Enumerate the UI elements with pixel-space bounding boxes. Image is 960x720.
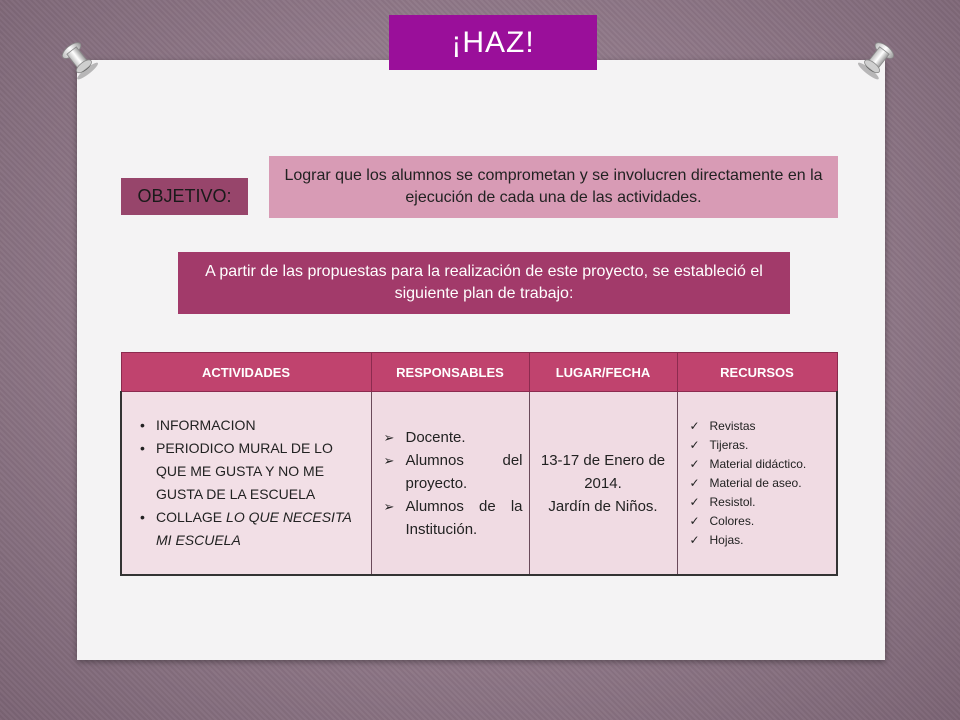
objective-label: OBJETIVO: [121, 178, 248, 215]
header-responsables: RESPONSABLES [371, 353, 529, 392]
list-item: • COLLAGE LO QUE NECESITA MI ESCUELA [142, 506, 365, 552]
header-lugar-fecha: LUGAR/FECHA [529, 353, 677, 392]
header-recursos: RECURSOS [677, 353, 837, 392]
list-item: ➢ Alumnos de la Institución. [382, 495, 523, 541]
check-mark-icon: ✓ [689, 532, 700, 547]
place-text: Jardín de Niños. [548, 497, 658, 515]
objective-text: Lograr que los alumnos se comprometan y se involucren directamente en la ejecución de cada una de las actividades. [269, 156, 838, 218]
list-item: ➢ Alumnos del proyecto. [382, 449, 523, 495]
arrow-bullet-icon: ➢ [383, 452, 395, 468]
arrow-bullet-icon: ➢ [383, 429, 395, 445]
cell-recursos [677, 392, 837, 576]
header-actividades: ACTIVIDADES [121, 353, 371, 392]
check-mark-icon: ✓ [689, 494, 700, 509]
cell-lugar-fecha [529, 392, 677, 576]
check-mark-icon: ✓ [689, 456, 700, 471]
list-item: • INFORMACION [142, 414, 365, 437]
list-item: ✓ Material didáctico. [690, 455, 831, 474]
list-item: ✓ Colores. [690, 512, 831, 531]
plan-intro-text: A partir de las propuestas para la realización de este proyecto, se estableció el siguiente plan de trabajo: [178, 252, 790, 314]
table-row [121, 392, 837, 576]
list-item: ✓ Hojas. [690, 531, 831, 550]
work-plan-table [120, 352, 838, 576]
check-mark-icon: ✓ [689, 418, 700, 433]
arrow-bullet-icon: ➢ [383, 498, 395, 514]
check-mark-icon: ✓ [689, 475, 700, 490]
list-item: ✓ Resistol. [690, 493, 831, 512]
list-item: ✓ Material de aseo. [690, 474, 831, 493]
list-item: ➢ Docente. [382, 426, 523, 449]
list-item: ✓ Revistas [690, 417, 831, 436]
cell-responsables [371, 392, 529, 576]
list-item: ✓ Tijeras. [690, 436, 831, 455]
list-item: • PERIODICO MURAL DE LO QUE ME GUSTA Y NO ME GUSTA DE LA ESCUELA [142, 437, 365, 506]
table-header-row [121, 353, 837, 392]
cell-actividades [121, 392, 371, 576]
check-mark-icon: ✓ [689, 513, 700, 528]
check-mark-icon: ✓ [689, 437, 700, 452]
slide-title: ¡HAZ! [389, 15, 597, 70]
date-text: 13-17 de Enero de 2014. [540, 451, 666, 492]
